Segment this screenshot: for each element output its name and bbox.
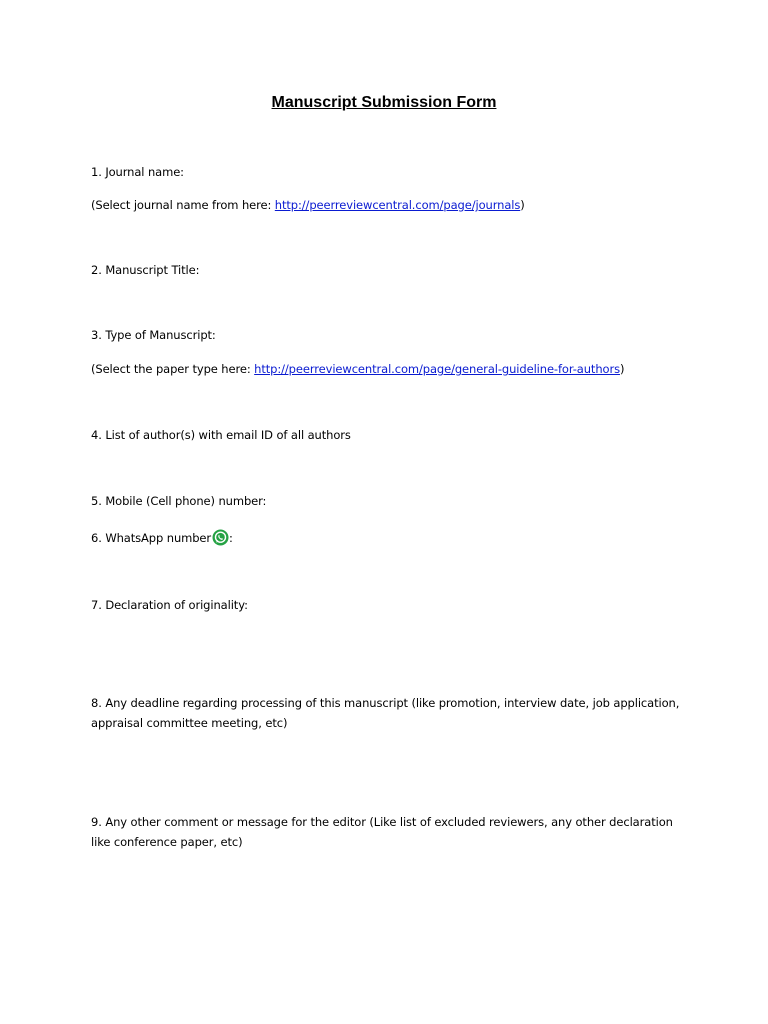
journal-hint-suffix: ) [520, 198, 525, 212]
type-hint-suffix: ) [619, 362, 625, 376]
form-title: Manuscript Submission Form [271, 94, 497, 111]
journal-name-label: 1. Journal name: [91, 165, 184, 179]
editor-comment-label: 9. Any other comment or message for the editor (Like list of excluded reviewers, any other declaration like conference paper, etc) [91, 815, 673, 849]
whatsapp-suffix: : [229, 531, 233, 545]
whatsapp-icon [212, 529, 229, 546]
guidelines-link[interactable]: http://peerreviewcentral.com/page/general-guideline-for-authors [254, 362, 620, 376]
manuscript-title-label: 2. Manuscript Title: [91, 263, 200, 277]
deadline-label: 8. Any deadline regarding processing of this manuscript (like promotion, interview date, job application, appraisal committee meeting, etc) [91, 696, 680, 730]
authors-label: 4. List of author(s) with email ID of all authors [91, 428, 351, 442]
type-hint [91, 359, 691, 379]
type-hint-prefix: (Select the paper type here: [91, 362, 255, 376]
declaration-label: 7. Declaration of originality: [91, 598, 248, 612]
mobile-label: 5. Mobile (Cell phone) number: [91, 494, 267, 508]
journal-hint [91, 195, 691, 215]
manuscript-type-label: 3. Type of Manuscript: [91, 328, 216, 342]
whatsapp-line [91, 528, 691, 548]
journals-link[interactable]: http://peerreviewcentral.com/page/journals [274, 198, 521, 212]
whatsapp-label: 6. WhatsApp number [91, 531, 212, 545]
journal-hint-prefix: (Select journal name from here: [91, 198, 275, 212]
